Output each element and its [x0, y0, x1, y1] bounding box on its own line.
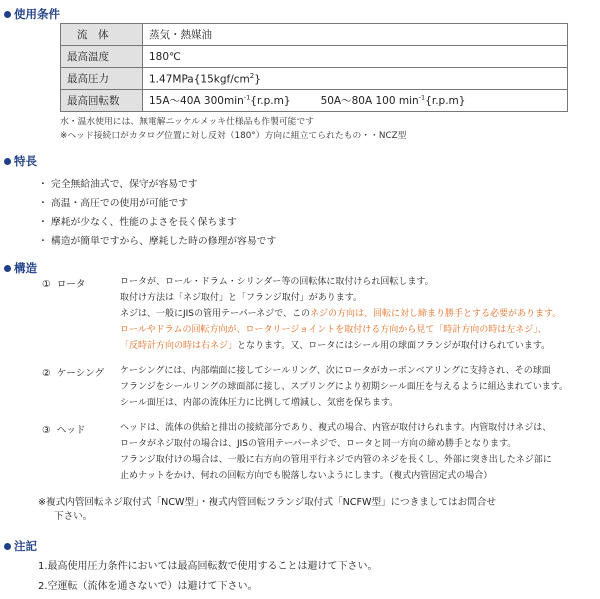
- bullet-dot-icon: [4, 265, 11, 272]
- structure-casing-heading: ② ケーシング: [42, 368, 105, 379]
- head-text-2: ロータがネジ取付の場合は、JISの管用テーパーネジで、ロータと同一方向の締め勝手となります。: [120, 439, 517, 449]
- value-fluid: 蒸気・熱媒油: [143, 24, 568, 46]
- table-row: [61, 24, 568, 46]
- rotor-text-3: ネジは、一般にJISの管用テーパーネジで、このネジの方向は、回転に対し締まり勝手とする必要があります。: [120, 309, 562, 319]
- rotor-text-2: 取付け方法は「ネジ取付」と「フランジ取付」があります。: [120, 293, 363, 303]
- label-max-temp: 最高温度: [61, 46, 143, 68]
- structure-head-heading: ③ ヘッド: [42, 425, 86, 436]
- label-max-rpm: 最高回転数: [61, 90, 143, 112]
- value-max-temp: 180℃: [143, 46, 568, 68]
- head-text-1: ヘッドは、流体の供給と排出の接続部分であり、複式の場合、内管が取付けられます。内管取付けネジは、: [120, 423, 552, 433]
- rotor-text-4: ロールやドラムの回転方向が、ロータリージョイントを取付ける方向から見て「時計方向の時は左ネジ」、: [120, 325, 547, 335]
- head-text-4: 止めナットをかけ、何れの回転方向でも脱落しないようにします。（複式内管固定式の場合）: [120, 471, 493, 481]
- table-row: [61, 68, 568, 90]
- table-row: [61, 46, 568, 68]
- feature-item: ・ 高温・高圧での使用が可能です: [38, 198, 189, 209]
- casing-text-1: ケーシングには、内部端面に接してシールリング、次にロータがカーボンベアリングに支持され、その球面: [120, 366, 551, 376]
- caution-item: 2.空運転（流体を通さないで）は避けて下さい。: [38, 581, 258, 592]
- table-row: [61, 90, 568, 112]
- spec-table: [60, 23, 568, 112]
- head-text-3: フランジ取付けの場合は、一般に右方向の管用平行ネジで内管のネジを長くし、外部に突き出したネジ部に: [120, 455, 552, 465]
- bullet-dot-icon: [4, 158, 11, 165]
- value-max-rpm: 15A～40A $300\min^{-1}\{r.p.m\}$ 50A～80A 100 $\min^{-1}\{r.p.m\}$: [143, 90, 568, 112]
- value-max-pressure: $1.47MPa\{15kgf/cm^2\}$: [143, 68, 568, 90]
- section-structure-title: 構造: [4, 260, 37, 276]
- condition-note-1: 水・温水使用には、無電解ニッケルメッキ仕様品も作製可能です: [60, 117, 315, 127]
- caution-item: 1.最高使用圧力条件においては最高回転数で使用することは避けて下さい。: [38, 561, 378, 572]
- rotor-text-5: 「反時計方向の時は右ネジ」となります。又、ロータにはシール用の球面フランジが取付けられています。: [120, 341, 551, 351]
- rotor-text-1: ロータが、ロール・ドラム・シリンダー等の回転体に取付けられ回転します。: [120, 277, 434, 287]
- label-max-pressure: 最高圧力: [61, 68, 143, 90]
- feature-item: ・ 完全無給油式で、保守が容易です: [38, 179, 198, 190]
- section-cautions-title: 注記: [4, 538, 37, 554]
- feature-item: ・ 摩耗が少なく、性能のよさを長く保ちます: [38, 217, 237, 228]
- structure-asterisk-note: ※複式内管回転ネジ取付式「NCW型」・複式内管回転フランジ取付式「NCFW型」につきましてはお問合せ 下さい。: [38, 497, 496, 522]
- label-fluid: 流 体: [61, 24, 143, 46]
- condition-note-2: ※ヘッド接続口がカタログ位置に対し反対（180°）方向に組立てられたもの・・NCZ型: [60, 131, 407, 141]
- casing-text-3: シール面圧は、内部の流体圧力に比例して増減し、気密を保ちます。: [120, 398, 399, 408]
- bullet-dot-icon: [4, 543, 11, 550]
- section-features-title: 特長: [4, 153, 37, 169]
- structure-rotor-heading: ① ロータ: [42, 279, 86, 290]
- casing-text-2: フランジをシールリングの球面部に接し、スプリングにより初期シール面圧を与えるように組込まれています。: [120, 382, 568, 392]
- feature-item: ・ 構造が簡単ですから、摩耗した時の修理が容易です: [38, 236, 277, 247]
- section-conditions-title: 使用条件: [4, 6, 60, 22]
- bullet-dot-icon: [4, 11, 11, 18]
